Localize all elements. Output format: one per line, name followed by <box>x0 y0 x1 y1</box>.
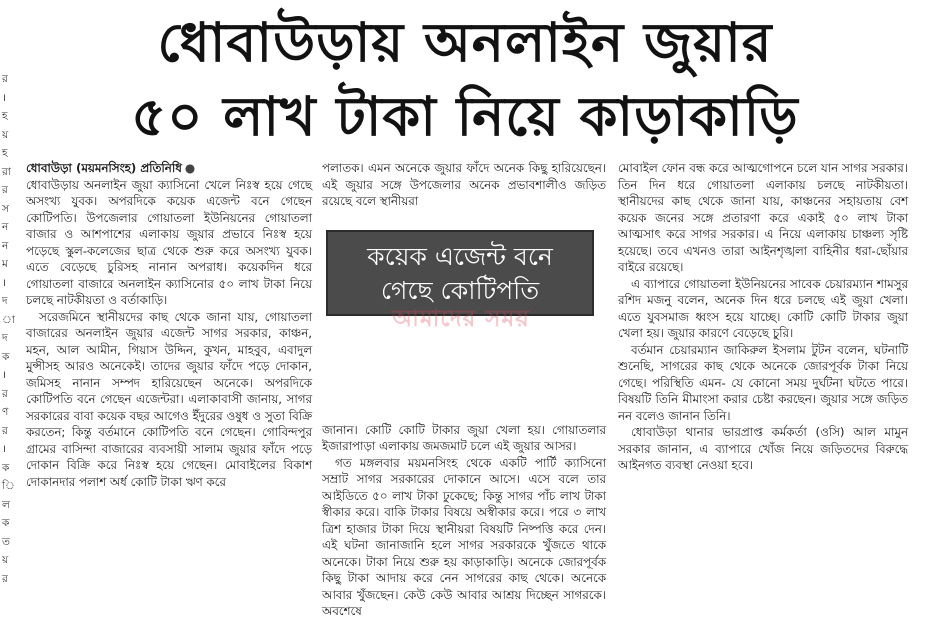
article-paragraph: এ ব্যাপারে গোয়াতলা ইউনিয়নের সাবেক চেয়ারম্যান শামসুর রশিদ মজনু বলেন, অনেক দিন ধরে চলছে এই জুয়া খেলা। এতে যুবসমাজ ধ্বংস হয়ে যাচ্ছে। কোটি কোটি টাকার জুয়া খেলা হয়। জুয়ার কারণে বেড়েছে চুরি। <box>618 276 908 340</box>
edge-glyph: হ <box>2 110 8 122</box>
article-paragraph: সরেজমিনে স্থানীয়দের কাছ থেকে জানা যায়, গোয়াতলা বাজারের অনলাইন জুয়ার এজেন্ট সাগর সরকার, কাঞ্চন, মহন, আল আমীন, গিয়াস উদ্দিন, কুখন, মাহবুব, এবাদুল মুন্সীসহ আরও অনেকেই। তাদের জুয়ার ফাঁদে পড়ে দোকান, জমিসহ নানান সম্পদ হারিয়েছেন অনেকে। অপরদিকে কোটিপতি বনে গেছেন এজেন্টরা। এলাকাবাসী জানায়, সাগর সরকারের বাবা কয়েক বছর আগেও ইঁদুরের ওষুধ ও সুতা বিক্রি করতেন; কিন্তু বর্তমানে কোটিপতি বনে গেছেন। গোবিন্দপুর গ্রামের বাসিন্দা বাজারের ব্যবসায়ী সালাম জুয়ার ফাঁদে পড়ে দোকান বিক্রি করে নিঃস্ব হয়ে গেছেন। মোবাইলের বিকাশ দোকানদার পলাশ অর্ধ কোটি টাকা ঋণ করে <box>26 309 312 489</box>
edge-glyph: র <box>2 184 8 196</box>
article-paragraph: বর্তমান চেয়ারম্যান জাকিরুল ইসলাম টুটন বলেন, ঘটনাটি শুনেছি, সাগরের কাছ থেকে অনেকে জোরপূর্বক টাকা নিয়ে গেছে। পরিস্থিতি এমন- যে কোনো সময় দুর্ঘটনা ঘটতে পারে। বিষয়টি তিনি মীমাংসা করার চেষ্টা করছেন। জুয়ার সঙ্গে জড়িত নন বলেও জানান তিনি। <box>618 342 908 423</box>
article-paragraph: জানান। কোটি কোটি টাকার জুয়া খেলা হয়। গোয়াতলার ইজারাপাড়া এলাকায় জমজমাট চলে এই জুয়ার আসর। <box>322 422 606 453</box>
edge-glyph: । <box>2 369 6 381</box>
pull-quote-line-2: গেছে কোটিপতি <box>380 276 540 305</box>
edge-glyph: রা <box>2 165 11 178</box>
byline: ধোবাউড়া (ময়মনসিংহ) প্রতিনিধি <box>26 161 182 175</box>
edge-glyph: ণ <box>2 406 9 418</box>
edge-glyph: । <box>2 276 6 289</box>
edge-glyph: স <box>2 202 9 215</box>
edge-glyph: । <box>2 443 6 455</box>
headline-line-1: ধোবাউড়ায় অনলাইন জুয়ার <box>157 11 773 74</box>
article-column-3 <box>618 160 908 607</box>
edge-glyph: া <box>2 313 15 326</box>
edge-glyph: ন <box>2 221 9 233</box>
article-paragraph: পলাতক। এমন অনেকে জুয়ার ফাঁদে অনেক কিছু হারিয়েছেন। এই জুয়ার সঙ্গে উপজেলার অনেক প্রভাবশালীও জড়িত রয়েছে বলে স্থানীয়রা <box>322 161 606 208</box>
edge-glyph: দ <box>2 295 8 307</box>
edge-glyph: দ <box>2 332 8 344</box>
edge-glyph: ল <box>2 498 10 511</box>
publisher-watermark: আমাদের সময় <box>392 306 530 332</box>
article-column-2 <box>322 160 606 618</box>
byline-paragraph <box>26 160 312 177</box>
edge-glyph: য় <box>2 554 9 566</box>
edge-glyph: ত <box>2 535 10 548</box>
article-paragraph: মোবাইল ফোন বন্ধ করে আত্মগোপনে চলে যান সাগর সরকার। তিন দিন ধরে গোয়াতলা এলাকায় চলছে নাটকীয়তা। স্থানীয়দের কাছ থেকে জানা যায়, কাঞ্চনের সহায়তায় বেশ কয়েক জনের সঙ্গে প্রতারণা করে একাই ৫০ লাখ টাকা আত্মসাৎ করে সাগর সরকার। এ নিয়ে এলাকায় চাঞ্চল্য সৃষ্টি হয়েছে। তবে এখনও তারা আইনশৃঙ্খলা বাহিনীর ধরা-ছোঁয়ার বাইরে রয়েছে। <box>618 161 908 274</box>
pull-quote-line-1: কয়েক এজেন্ট বনে <box>367 242 553 271</box>
edge-glyph: র <box>2 424 8 437</box>
edge-glyph: র <box>2 387 8 400</box>
edge-glyph: ন <box>2 239 9 252</box>
edge-glyph: ক <box>2 517 10 529</box>
edge-glyph: র <box>2 73 8 85</box>
edge-glyph: ক <box>2 461 10 474</box>
edge-glyph: হ <box>2 147 8 159</box>
article-paragraph: গত মঙ্গলবার ময়মনসিংহ থেকে একটি পার্টি ক্যাসিনো সম্রাট সাগর সরকারের দোকানে আসে। এসে বলে তার আইডিতে ৫০ লাখ টাকা ঢুকেছে; কিন্তু সাগর পাঁচ লাখ টাকা স্বীকার করে। বাকি টাকার বিষয়ে অস্বীকার করে। পরে ৩ লাখ ত্রিশ হাজার টাকা দিয়ে স্থানীয়রা বিষয়টি নিষ্পত্তি করে দেন। এই ঘটনা জানাজানি হলে সাগর সরকারকে খুঁজতে থাকে অনেকে। টাকা নিয়ে শুরু হয় কাড়াকাড়ি। অনেকে জোরপূর্বক কিছু টাকা আদায় করে নেন সাগরের কাছ থেকে। অনেকে আবার খুঁজছেন। কেউ কেউ আবার আশ্রয় দিচ্ছেন সাগরকে। অবশেষে <box>322 455 606 618</box>
edge-glyph: র <box>2 572 8 585</box>
article-paragraph: ধোবাউড়া থানার ভারপ্রাপ্ত কর্মকর্তা (ওসি) আল মামুন সরকার জানান, এ ব্যাপারে খোঁজ নিয়ে জড়িতদের বিরুদ্ধে আইনগত ব্যবস্থা নেওয়া হবে। <box>618 425 908 472</box>
article-column-1 <box>26 160 312 607</box>
headline-line-2: ৫০ লাখ টাকা নিয়ে কাড়াকাড়ি <box>131 85 799 148</box>
pull-quote-box <box>326 230 594 316</box>
article-paragraph: ধোবাউড়ায় অনলাইন জুয়া ক্যাসিনো খেলে নিঃস্ব হয়ে গেছে অসংখ্য যুবক। অপরদিকে কয়েক এজেন্ট বনে গেছেন কোটিপতি। উপজেলার গোয়াতলা ইউনিয়নের গোয়াতলা বাজার ও আশপাশের এলাকায় জুয়ার প্রভাবে নিঃস্ব হয়ে পড়েছে স্কুল-কলেজের ছাত্র থেকে শুরু করে অসংখ্য যুবক। এতে বেড়েছে চুরিসহ নানান অপরাধ। কয়েকদিন ধরে গোয়াতলা বাজারে অনলাইন ক্যাসিনোর ৫০ লাখ টাকা নিয়ে চলছে নাটকীয়তা ও বর্তাকাড়ি। <box>26 177 312 307</box>
byline-bullet-icon: ● <box>184 161 196 175</box>
edge-glyph: ক <box>2 350 10 363</box>
edge-glyph: য় <box>2 128 9 141</box>
edge-glyph: ি <box>2 480 15 492</box>
adjacent-column-edge <box>2 70 15 588</box>
edge-glyph: ম <box>2 258 8 270</box>
edge-glyph: । <box>2 91 6 104</box>
